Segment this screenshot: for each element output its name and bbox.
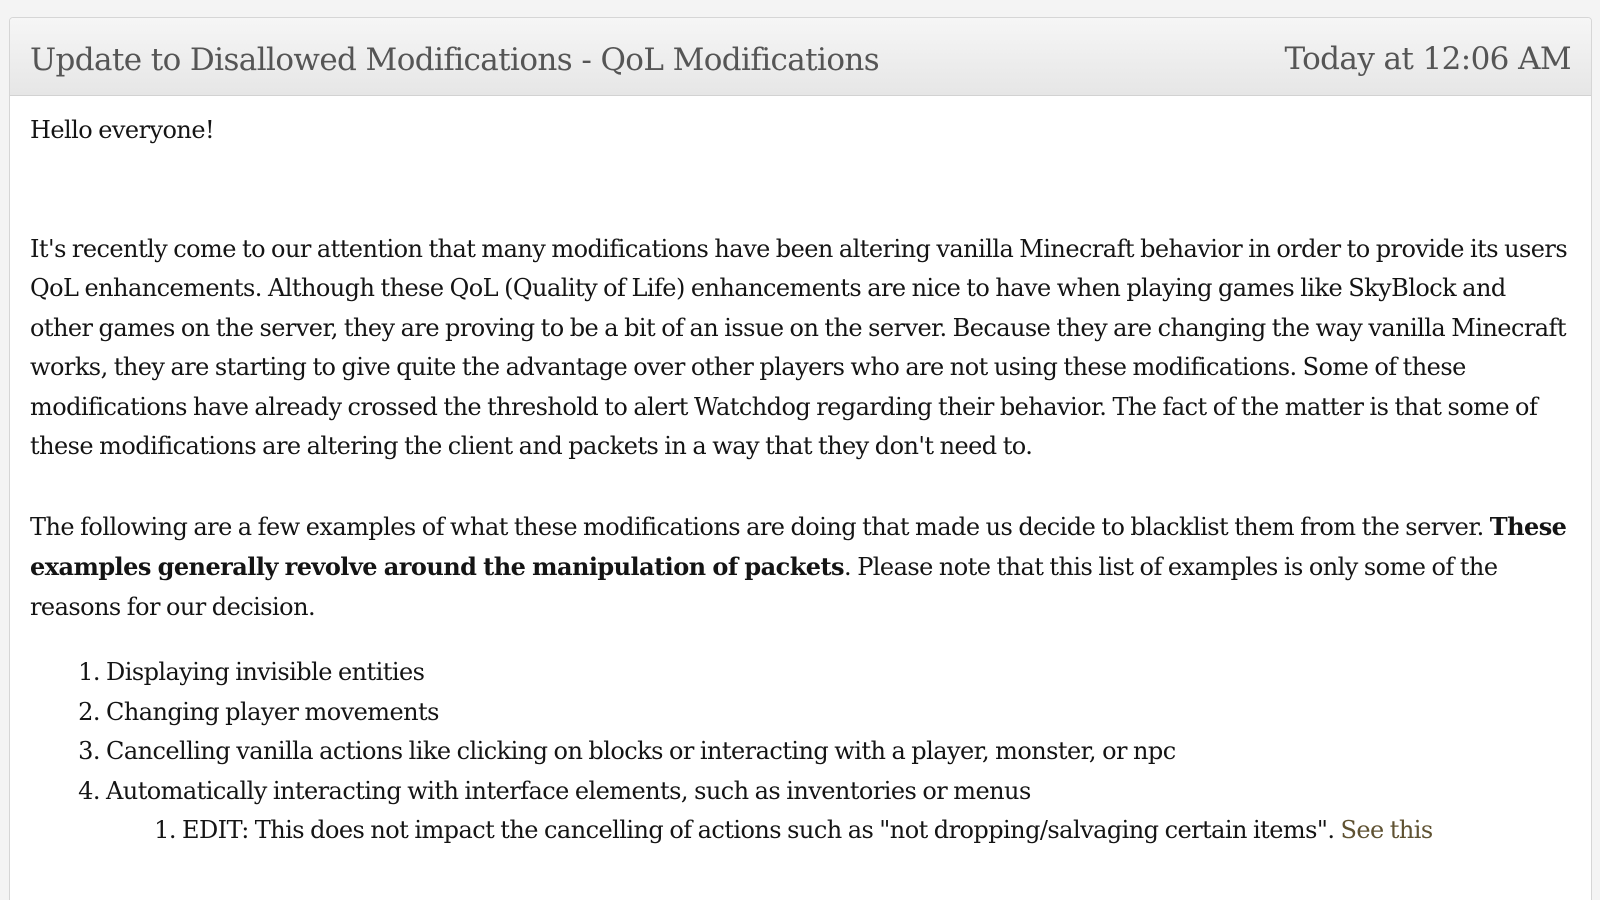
examples-paragraph-end: . Please note that this list of examples is only some of the reasons for our decision. <box>30 553 1498 621</box>
edit-note-text: EDIT: This does not impact the cancelling of actions such as "not dropping/salvaging certain items". <box>182 816 1341 844</box>
greeting-text: Hello everyone! <box>30 116 215 144</box>
post-body <box>10 96 1591 851</box>
examples-paragraph-bold: These examples generally revolve around the manipulation of packets <box>30 511 1567 581</box>
post-title[interactable]: Update to Disallowed Modifications - QoL Modifications <box>30 41 880 78</box>
examples-paragraph-start: The following are a few examples of what these modifications are doing that made us decide to blacklist them from the server. <box>30 512 1490 541</box>
post-header <box>10 18 1591 96</box>
list-item <box>106 772 1571 851</box>
list-item: 3. Cancelling vanilla actions like clicking on blocks or interacting with a player, monster, or npc <box>106 732 1571 772</box>
sub-list-item <box>182 811 1571 851</box>
forum-post <box>9 17 1592 900</box>
post-date[interactable]: Today at 12:06 AM <box>1284 40 1571 77</box>
intro-paragraph: It's recently come to our attention that many modifications have been altering vanilla Minecraft behavior in order to provide its users QoL enhancements. Although these QoL (Quality of Life) enhancements are nice to have when playing games like SkyBlock and other games on the server, they are proving to be a bit of an issue on the server. Because they are changing the way vanilla Minecraft works, they are starting to give quite the advantage over other players who are not using these modifications. Some of these modifications have already crossed the threshold to alert Watchdog regarding their behavior. The fact of the matter is that some of these modifications are altering the client and packets in a way that they don't need to. <box>30 234 1568 460</box>
see-this-link[interactable]: See this <box>1340 816 1433 844</box>
list-item: 2. Changing player movements <box>106 693 1571 733</box>
examples-paragraph <box>30 507 1571 628</box>
list-item-text: Automatically interacting with interface elements, such as inventories or menus <box>106 776 1031 805</box>
list-item: 1. Displaying invisible entities <box>106 653 1571 693</box>
examples-list <box>30 653 1571 851</box>
sub-list <box>106 811 1571 851</box>
